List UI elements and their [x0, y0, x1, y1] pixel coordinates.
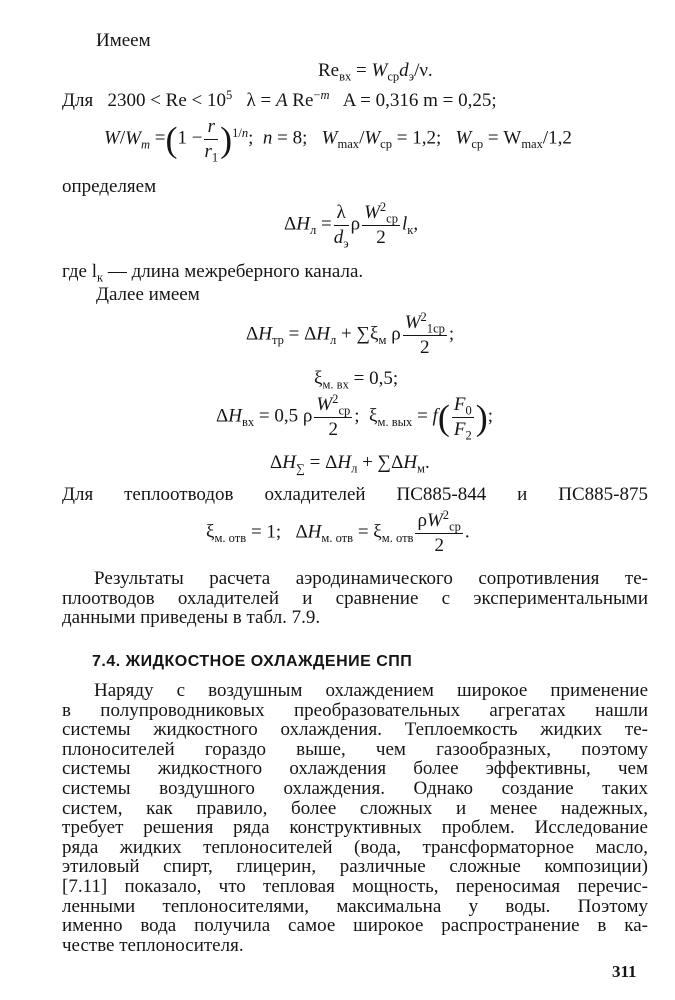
- formula-friction-line: Для $2300 < Re < 10^5$ λ = A $Re^{-m}$ A = 0,316 m = 0,25;: [62, 88, 497, 111]
- formula-total-loss: $\Delta H_\sum = \Delta H_л + \sum\Delta H_м$.: [270, 452, 430, 476]
- mean-velocity-eq: = W: [487, 127, 522, 149]
- paragraph-line: ленными теплоносителями, максимальна у воды. Поэтому: [62, 895, 648, 917]
- paragraph-line: честве теплоносителя.: [62, 934, 244, 956]
- intro-text: Имеем: [96, 30, 151, 51]
- body-paragraph: [62, 680, 648, 954]
- paragraph-line: систем, как правило, более сложных и менее надежных,: [62, 797, 648, 819]
- paragraph-line: плоносителей гораздо выше, чем газообразных, поэтому: [62, 738, 648, 760]
- paragraph-line: системы жидкостного охлаждения. Теплоемкость жидких те-: [62, 719, 648, 741]
- formula-linear-loss: $\Delta H_л$ = $\frac{\lambda}{d_э}$ ρ $\frac{W^2_{ср}}{2}$ $l_к$,: [284, 200, 419, 251]
- m-exponent: m = 0,25;: [423, 90, 497, 111]
- results-paragraph: [62, 568, 648, 627]
- section-heading: [92, 652, 412, 671]
- paragraph-line: Результаты расчета аэродинамического сопротивления те-: [94, 568, 648, 589]
- paragraph-line: системы воздушного охлаждения. Однако создание таких: [62, 777, 648, 799]
- formula-outlet: $\xi_{м. отв} = 1$; $\Delta H_{м. отв} = \xi_{м. отв}$ $\frac{\rho W^2_{ср}}{2}$ .: [206, 508, 470, 556]
- paragraph-line: этиловый спирт, глицерин, различные сложные композиции): [62, 856, 648, 878]
- paragraph-line: плоотводов охладителей и сравнение с экспериментальными: [62, 587, 648, 609]
- formula-inlet-outlet: $\Delta H_{вх} = 0,5$ ρ $\frac{W^2_{ср}}{2}$ ; $\xi_{м. вых} = f$( $\frac{F_0}{F_2}$ );: [216, 392, 493, 443]
- formula-velocity-profile: $W/W_m =(1$ − $\frac{r}{r_1}$ )$^{1/n}$; n = 8; $W_{max}/W_{ср} = 1,2$; $W_{ср} = W_{max}/1,2$: [104, 116, 572, 165]
- coolers-line: Для теплоотводов охладителей ПС885-844 и ПС885-875: [62, 484, 648, 505]
- mean-velocity-div: /1,2: [542, 127, 572, 149]
- paragraph-line: требует решения ряда конструктивных проблем. Исследование: [62, 817, 648, 839]
- paragraph-line: в полупроводниковых преобразовательных агрегатах нашли: [62, 699, 648, 721]
- determine-text: определяем: [62, 176, 157, 197]
- paragraph-line: Наряду с воздушным охлаждением широкое применение: [94, 680, 648, 701]
- page-number: 311: [612, 962, 637, 981]
- formula-reynolds: $Re_{вх} = W_{ср}d_э/\nu$.: [318, 60, 433, 84]
- velocity-ratio: = 1,2;: [396, 127, 442, 149]
- further-text: Далее имеем: [96, 284, 200, 305]
- section-title: ЖИДКОСТНОЕ ОХЛАЖДЕНИЕ СПП: [125, 653, 413, 670]
- for-word: Для: [62, 90, 94, 111]
- section-number: 7.4.: [92, 653, 121, 670]
- paragraph-line: системы жидкостного охлаждения более эффективны, чем: [62, 758, 648, 780]
- paragraph-line: данными приведены в табл. 7.9.: [62, 607, 321, 629]
- paragraph-line: именно вода получила самое широкое распространение в ка-: [62, 915, 648, 937]
- formula-xi-inlet: $\xi_{м. вх} = 0,5$;: [314, 368, 399, 392]
- paragraph-line: [7.11] показало, что тепловая мощность, переносимая перечис-: [62, 875, 648, 897]
- range-exponent: 5: [225, 88, 233, 103]
- reynolds-range: 2300 < Re < 10: [107, 90, 226, 111]
- where-text: где $l_к$ — длина межреберного канала.: [62, 261, 364, 285]
- paragraph-line: ряда жидких теплоносителей (вода, трансформаторное масло,: [62, 836, 648, 858]
- a-coefficient: A = 0,316: [342, 90, 419, 111]
- formula-friction-total: $\Delta H_{тр} = \Delta H_л + \sum\xi_м$ ρ $\frac{W^2_{1ср}}{2}$ ;: [246, 310, 455, 358]
